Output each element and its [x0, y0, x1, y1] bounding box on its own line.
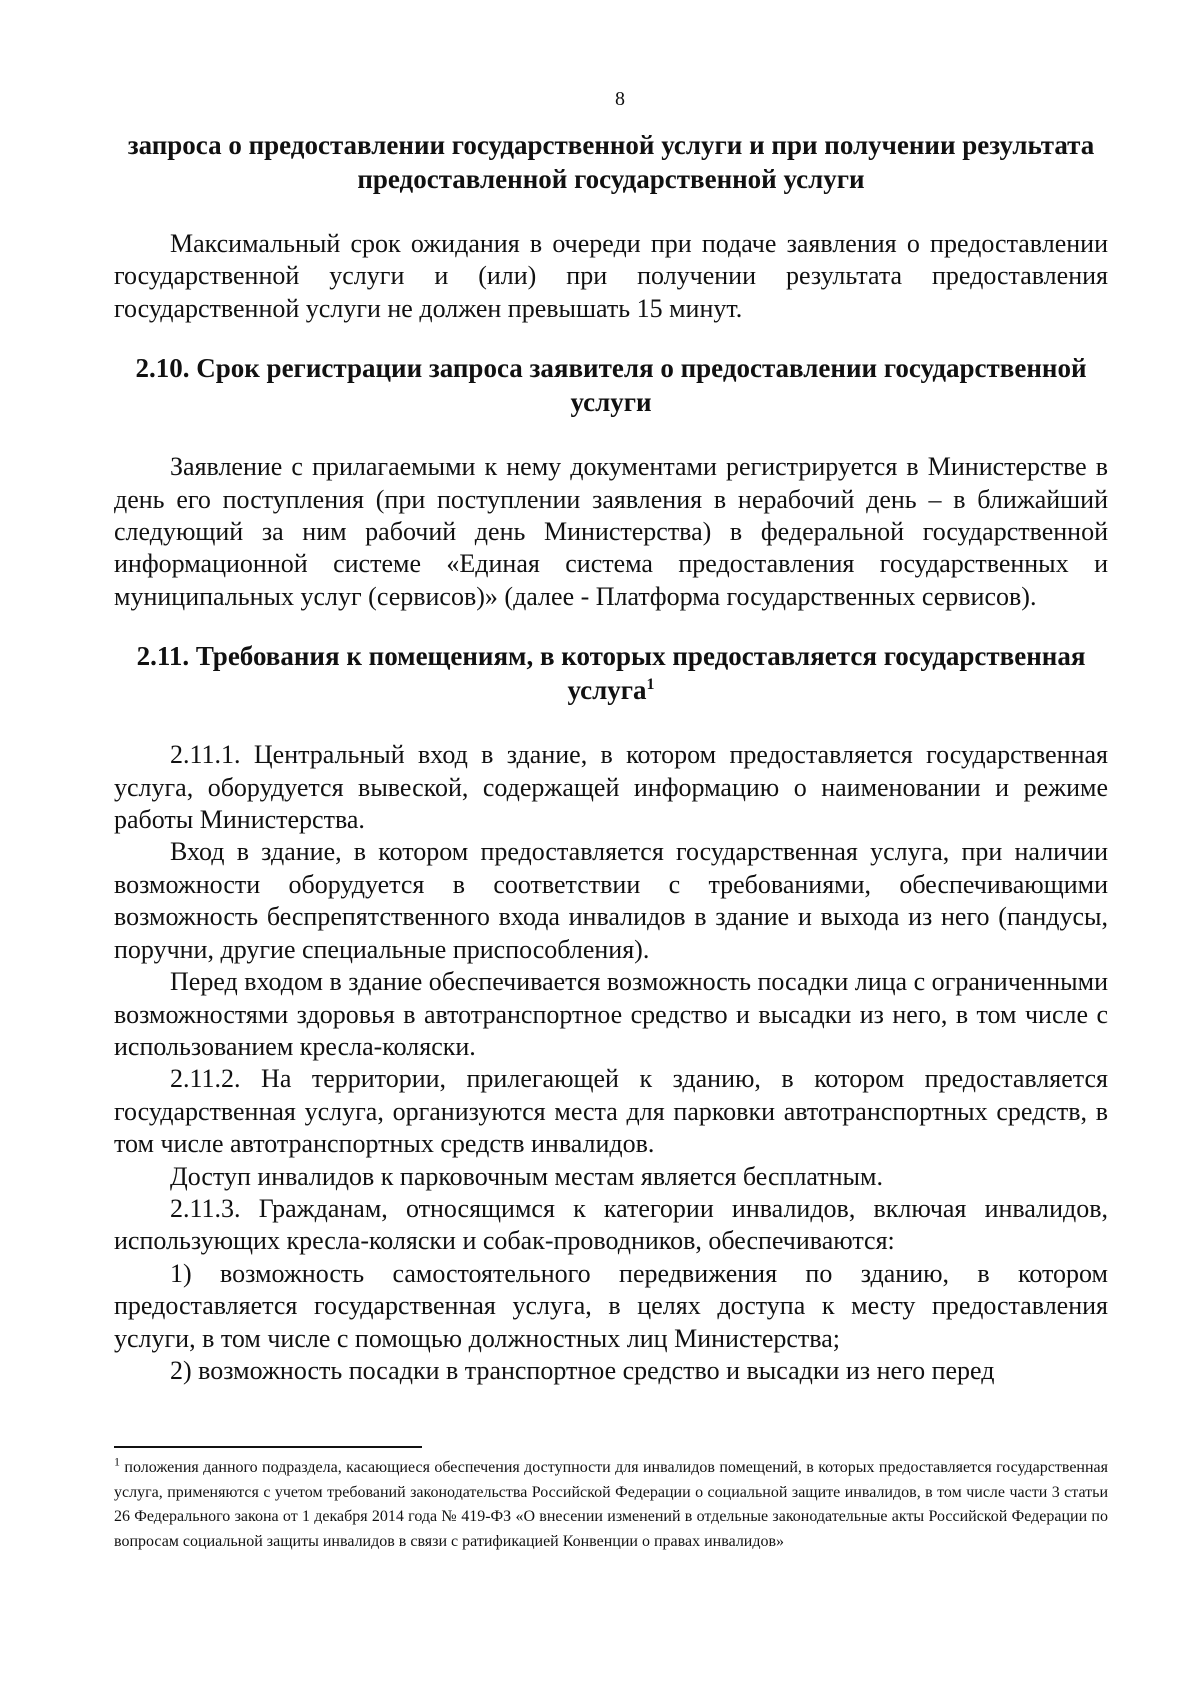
paragraph-boarding: Перед входом в здание обеспечивается возможность посадки лица с ограниченными возможностями здоровья в автотранспортное средство и высадки из него, в том числе с использованием кресла-коляски. — [114, 967, 1108, 1061]
paragraph-entrance-equipment: Вход в здание, в котором предоставляется государственная услуга, при наличии возможности оборудуется в соответствии с требованиями, обеспечивающими возможность беспрепятственного входа инвалидов в здание и выхода из него (пандусы, поручни, другие специальные приспособления). — [114, 837, 1108, 964]
section-heading-2-11 — [114, 639, 1108, 707]
footnote-divider — [114, 1446, 422, 1448]
paragraph-2-11-2: 2.11.2. На территории, прилегающей к зданию, в котором предоставляется государственная услуга, организуются места для парковки автотранспортных средств, в том числе автотранспортных средств инвалидов. — [114, 1064, 1108, 1159]
paragraph-wait-time: Максимальный срок ожидания в очереди при подаче заявления о предоставлении государственной услуги и (или) при получении результата предоставления государственной услуги не должен превышать 15 минут. — [114, 229, 1108, 323]
paragraph-2-11-3: 2.11.3. Гражданам, относящимся к категории инвалидов, включая инвалидов, использующих кресла-коляски и собак-проводников, обеспечиваются: — [114, 1193, 1108, 1256]
section-heading-2-10: 2.10. Срок регистрации запроса заявителя о предоставлении государственной услуги — [135, 353, 1087, 418]
list-item-1: 1) возможность самостоятельного передвижения по зданию, в котором предоставляется государственная услуга, в целях доступа к месту предоставления услуги, в том числе с помощью должностных лиц Министерства; — [114, 1258, 1108, 1353]
paragraph-registration: Заявление с прилагаемыми к нему документами регистрируется в Министерстве в день его поступления (при поступлении заявления в нерабочий день – в ближайший следующий за ним рабочий день Министерства) в федеральной государственной информационной системе «Единая система предоставления государственных и муниципальных услуг (сервисов)» (далее - Платформа государственных сервисов). — [114, 452, 1108, 611]
section-heading-continued: запроса о предоставлении государственной услуги и при получении результата предоставленной государственной услуги — [127, 130, 1095, 194]
document-body — [114, 128, 1108, 1387]
list-item-2: 2) возможность посадки в транспортное средство и высадки из него перед — [170, 1355, 995, 1385]
page-number: 8 — [615, 88, 625, 110]
footnote-text: положения данного подраздела, касающиеся обеспечения доступности для инвалидов помещений, в которых предоставляется государственная услуга, применяются с учетом требований законодательства Российской Федерации о социальной защите инвалидов, в том числе части 3 статьи 26 Федерального закона от 1 декабря 2014 года № 419-ФЗ «О внесении изменений в отдельные законодательные акты Российской Федерации по вопросам социальной защиты инвалидов в связи с ратификацией Конвенции о правах инвалидов» — [114, 1459, 1109, 1550]
footnote-reference: 1 — [646, 676, 655, 694]
paragraph-2-11-1: 2.11.1. Центральный вход в здание, в котором предоставляется государственная услуга, оборудуется вывеской, содержащей информацию о наименовании и режиме работы Министерства. — [114, 740, 1108, 835]
footnote-marker: 1 — [114, 1454, 120, 1469]
section-heading-2-11-text: 2.11. Требования к помещениям, в которых предоставляется государственная услуга — [136, 641, 1086, 706]
paragraph-free-parking: Доступ инвалидов к парковочным местам является бесплатным. — [170, 1161, 883, 1191]
footnote — [114, 1456, 1108, 1554]
